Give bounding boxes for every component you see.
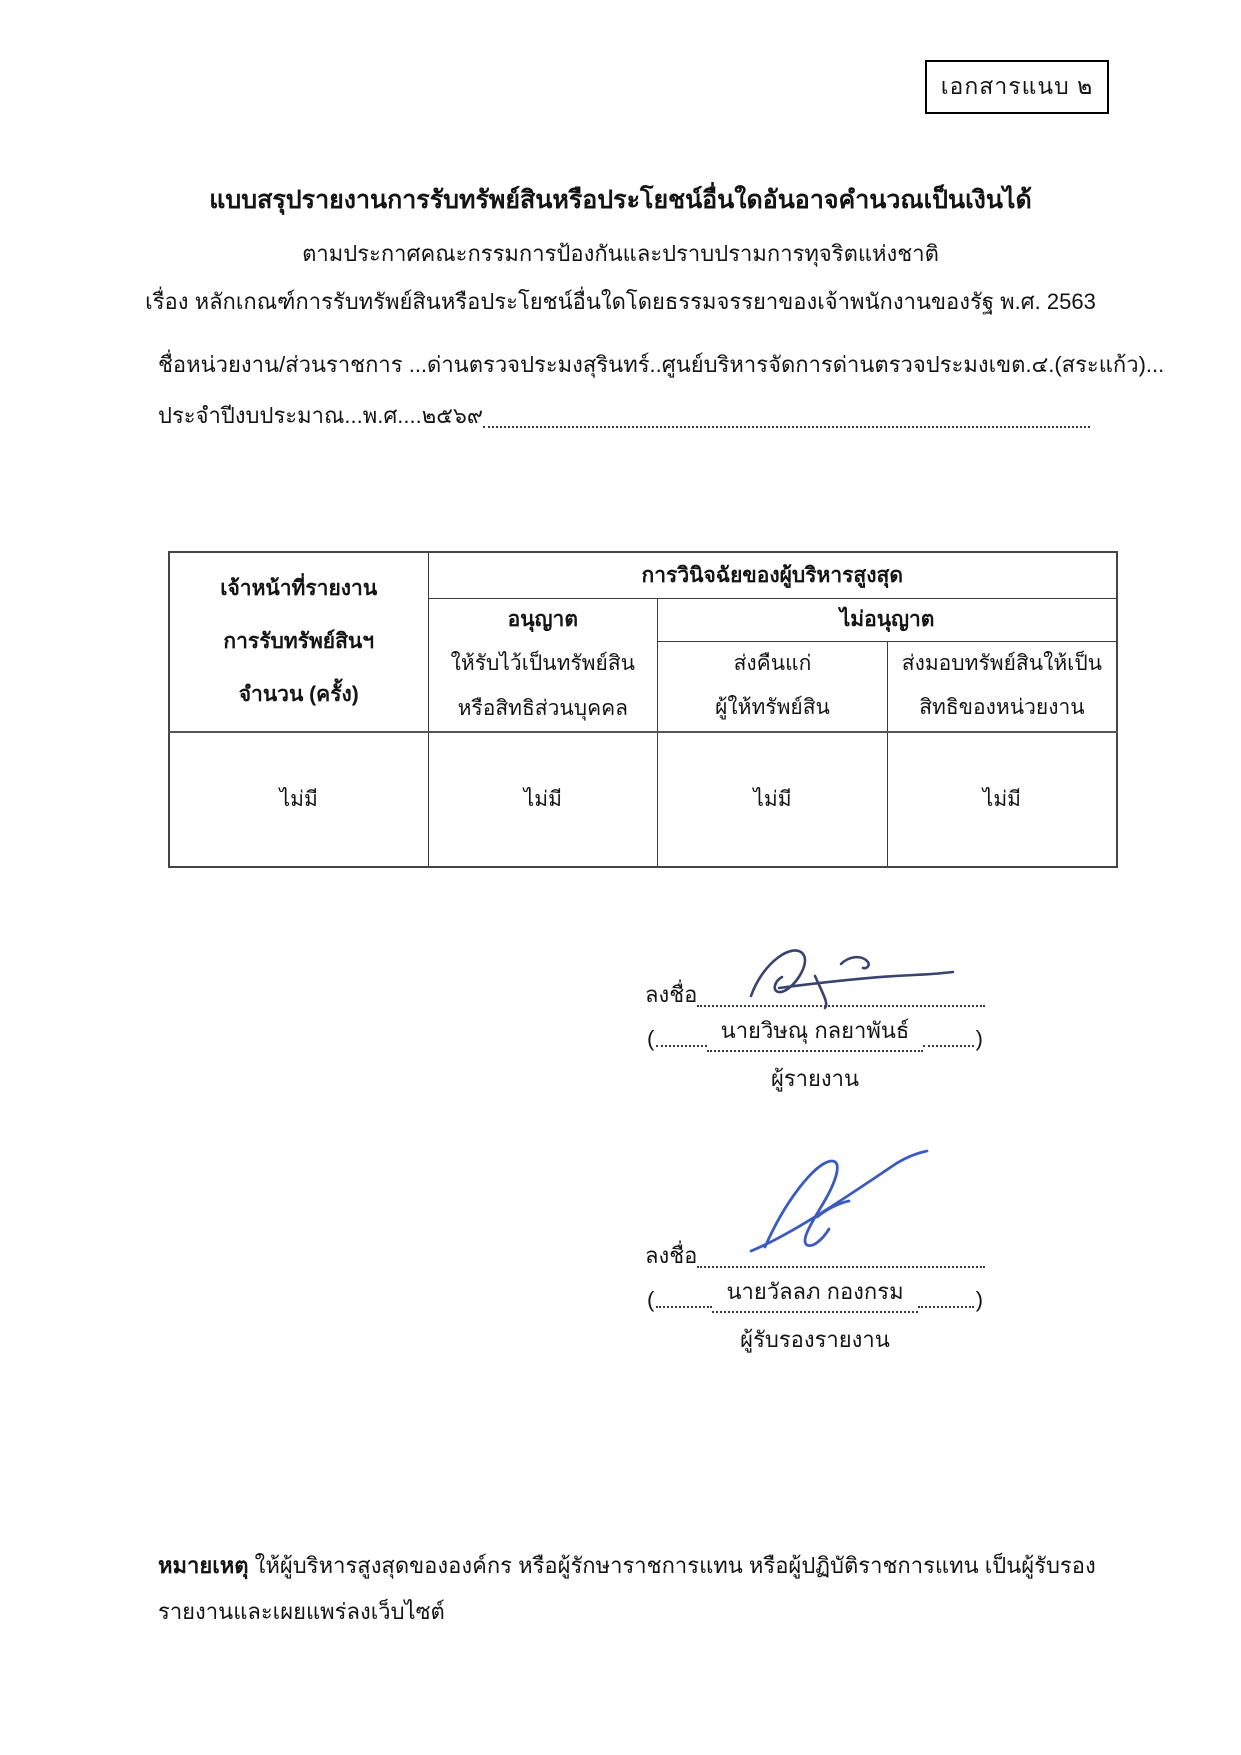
fiscal-year-line (158, 398, 1090, 433)
return-line-2: ผู้ให้ทรัพย์สิน (715, 696, 830, 720)
certifier-signature-icon (737, 1147, 942, 1257)
return-line-1: ส่งคืนแก่ (733, 652, 812, 676)
page-subtitle-1: ตามประกาศคณะกรรมการป้องกันและปราบปรามการทุจริตแห่งชาติ (302, 241, 939, 266)
allow-sub-2: หรือสิทธิส่วนบุคคล (457, 696, 629, 720)
dotted-leader (656, 1306, 712, 1308)
open-paren: ( (647, 1026, 655, 1051)
fiscal-year-text: ประจำปีงบประมาณ...พ.ศ....๒๕๖๙ (158, 403, 483, 428)
data-cell-count: ไม่มี (169, 732, 428, 867)
footnote-text: ให้ผู้บริหารสูงสุดขององค์กร หรือผู้รักษาราชการแทน หรือผู้ปฏิบัติราชการแทน เป็นผู้รับรอง (248, 1553, 1096, 1578)
sign-label: ลงชื่อ (645, 1243, 698, 1268)
signature-block-reporter (645, 982, 985, 1096)
name-line (645, 1279, 985, 1313)
title-block (0, 180, 1241, 332)
certifier-name: นายวัลลภ กองกรม (712, 1274, 917, 1313)
agency-name-line: ชื่อหน่วยงาน/ส่วนราชการ ...ด่านตรวจประมงสุรินทร์..ศูนย์บริหารจัดการด่านตรวจประมงเขต.๔.(สระแก้ว)... (158, 352, 1165, 377)
dotted-leader (923, 1045, 973, 1047)
header-cell-official (169, 552, 428, 732)
official-line-1: เจ้าหน้าที่รายงาน (220, 577, 378, 601)
page-title: แบบสรุปรายงานการรับทรัพย์สินหรือประโยชน์อื่นใดอันอาจคำนวณเป็นเงินได้ (209, 186, 1032, 214)
header-cell-decision: การวินิจฉัยของผู้บริหารสูงสุด (428, 552, 1117, 598)
sign-line (645, 1243, 985, 1273)
sign-line (645, 982, 985, 1012)
dotted-leader (697, 1266, 985, 1268)
allow-sub-1: ให้รับไว้เป็นทรัพย์สิน (450, 651, 636, 675)
attachment-box (925, 60, 1109, 114)
footnote (158, 1543, 1098, 1635)
allow-title: อนุญาต (507, 607, 578, 631)
header-cell-allow (428, 598, 658, 732)
close-paren: ) (975, 1026, 983, 1051)
sign-label: ลงชื่อ (645, 982, 698, 1007)
data-cell-return: ไม่มี (658, 732, 888, 867)
dotted-leader (483, 426, 1090, 428)
summary-table (168, 551, 1118, 868)
header-cell-return (658, 641, 888, 731)
official-line-3: จำนวน (ครั้ง) (238, 683, 359, 707)
data-cell-handover: ไม่มี (887, 732, 1117, 867)
summary-table-wrap (168, 551, 1118, 868)
close-paren: ) (975, 1287, 984, 1312)
header-cell-handover (887, 641, 1117, 731)
name-line (645, 1018, 985, 1052)
table-row (169, 732, 1117, 867)
agency-section (158, 347, 1165, 433)
signature-block-certifier (645, 1243, 985, 1357)
page-subtitle-2: เรื่อง หลักเกณฑ์การรับทรัพย์สินหรือประโยชน์อื่นใดโดยธรรมจรรยาของเจ้าพนักงานของรัฐ พ.ศ. 2563 (145, 289, 1096, 314)
reporter-name: นายวิษณุ กลยาพันธ์ (707, 1013, 924, 1052)
dotted-leader (918, 1306, 974, 1308)
handover-line-2: สิทธิของหน่วยงาน (919, 696, 1085, 720)
official-line-2: การรับทรัพย์สินฯ (223, 630, 375, 654)
footnote-label: หมายเหตุ (158, 1553, 249, 1578)
attachment-label: เอกสารแนบ ๒ (940, 73, 1094, 99)
reporter-role: ผู้รายงาน (770, 1066, 860, 1091)
data-cell-allow: ไม่มี (428, 732, 658, 867)
dotted-leader (697, 1005, 985, 1007)
handover-line-1: ส่งมอบทรัพย์สินให้เป็น (901, 652, 1103, 676)
footnote-line-2: รายงานและเผยแพร่ลงเว็บไซต์ (158, 1599, 445, 1625)
header-cell-disallow: ไม่อนุญาต (658, 598, 1117, 641)
certifier-role: ผู้รับรองรายงาน (740, 1327, 890, 1352)
dotted-leader (656, 1045, 706, 1047)
open-paren: ( (647, 1287, 655, 1312)
